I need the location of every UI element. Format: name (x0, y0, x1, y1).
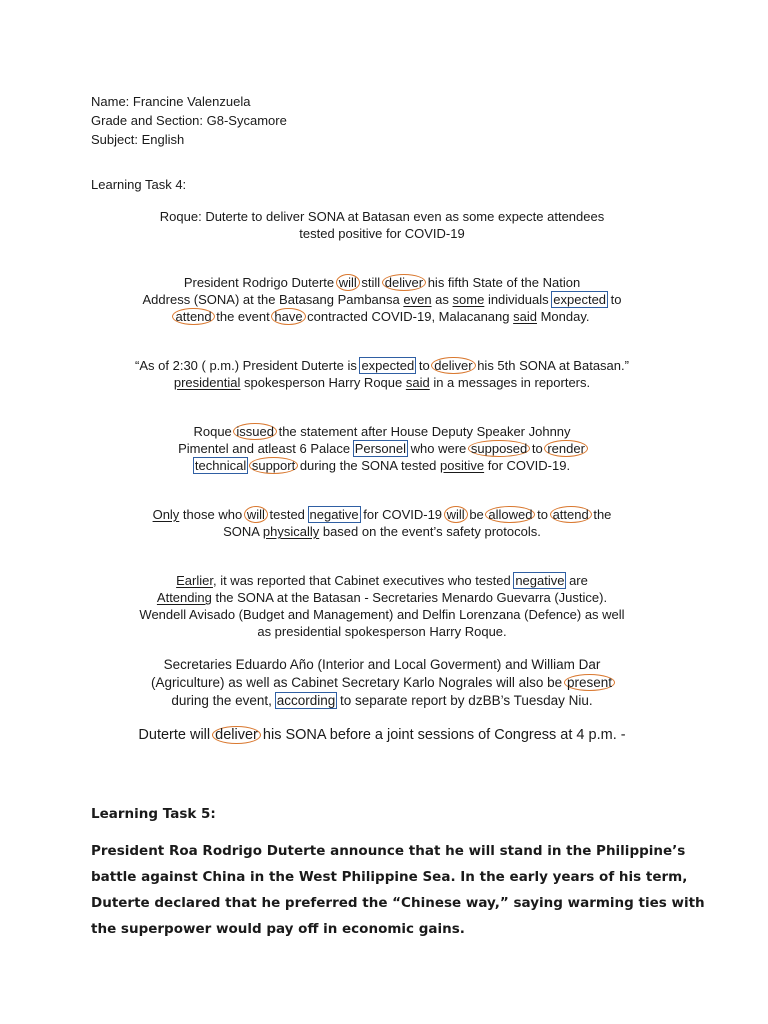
text: contracted COVID-19, Malacanang (303, 309, 514, 324)
text: still (357, 275, 384, 290)
text: to (533, 507, 552, 522)
text: his SONA before a joint sessions of Congress at 4 p.m. - (258, 727, 626, 743)
circled-word: attend (550, 506, 592, 523)
text: be (465, 507, 488, 522)
p5-line-2 (70, 589, 694, 606)
text: the event (212, 309, 274, 324)
paragraph-4 (70, 506, 694, 540)
circled-word: render (544, 440, 588, 457)
text: (Agriculture) as well as Cabinet Secretary Karlo Nograles will also be (151, 675, 566, 690)
boxed-word: technical (194, 458, 247, 473)
text: spokesperson Harry Roque (240, 375, 406, 390)
paragraph-3 (70, 423, 694, 474)
text: tested (265, 507, 309, 522)
p4-line-1 (70, 506, 694, 523)
boxed-word: expected (361, 358, 415, 373)
text: , it was reported that Cabinet executives who tested (212, 573, 515, 588)
text: based on the event’s safety protocols. (319, 524, 541, 539)
text: to (528, 441, 547, 456)
p6-line-1: Secretaries Eduardo Año (Interior and Local Goverment) and William Dar (163, 657, 601, 672)
paragraph-1 (70, 274, 694, 325)
circled-word: will (244, 506, 268, 523)
student-info (91, 92, 287, 149)
text: “As of 2:30 ( p.m.) President Duterte is (135, 358, 361, 373)
p5-line-1 (70, 572, 694, 589)
paragraph-7 (70, 727, 694, 744)
paragraph-6 (70, 656, 694, 710)
text: Pimentel and atleast 6 Palace (178, 441, 354, 456)
circled-word: have (271, 308, 305, 325)
p3-line-1 (70, 423, 694, 440)
paragraph-5 (70, 572, 694, 640)
boxed-word: negative (515, 573, 565, 588)
circled-word: present (564, 674, 615, 691)
task5-body (91, 838, 705, 942)
article-headline (80, 208, 684, 242)
p6-line-3 (70, 692, 694, 710)
text: to separate report by dzBB’s Tuesday Niu. (336, 693, 593, 708)
p3-line-2 (70, 440, 694, 457)
circled-word: attend (172, 308, 214, 325)
circled-word: deliver (431, 357, 475, 374)
text: to (415, 358, 434, 373)
text: individuals (484, 292, 553, 307)
text: the statement after House Deputy Speaker Johnny (274, 424, 571, 439)
text: SONA (223, 524, 263, 539)
text: Roque (193, 424, 236, 439)
text: his fifth State of the Nation (424, 275, 581, 290)
p6-line-2 (70, 674, 694, 692)
underlined-word: positive (440, 458, 485, 473)
text: Monday. (536, 309, 590, 324)
underlined-word: even (403, 292, 432, 307)
underlined-word: Only (152, 507, 180, 522)
paragraph-2 (70, 357, 694, 391)
text: his 5th SONA at Batasan.” (473, 358, 629, 373)
p2-line-2 (70, 374, 694, 391)
p4-line-2 (70, 523, 694, 540)
circled-word: support (249, 457, 298, 474)
boxed-word: Personel (354, 441, 406, 456)
text: Duterte will (138, 727, 215, 743)
underlined-word: physically (262, 524, 320, 539)
text: those who (179, 507, 246, 522)
task5-line: battle against China in the West Philippine Sea. In the early years of his term, (91, 869, 688, 885)
p3-line-3 (70, 457, 694, 474)
text: the (589, 507, 612, 522)
underlined-word: some (452, 292, 485, 307)
task5-line: Duterte declared that he preferred the “Chinese way,” saying warming ties with (91, 895, 705, 911)
underlined-word: presidential (173, 375, 241, 390)
text: are (565, 573, 588, 588)
p7-line-1 (70, 727, 694, 744)
text: as (431, 292, 453, 307)
text: for COVID-19. (484, 458, 571, 473)
circled-word: will (336, 274, 360, 291)
task5-line: the superpower would pay off in economic gains. (91, 921, 465, 937)
text: during the SONA tested (296, 458, 441, 473)
headline-line-1: Roque: Duterte to deliver SONA at Batasan even as some expecte attendees (159, 209, 605, 224)
subject: Subject: English (91, 132, 185, 147)
task4-title: Learning Task 4: (91, 177, 187, 192)
boxed-word: expected (553, 292, 607, 307)
circled-word: deliver (382, 274, 426, 291)
circled-word: deliver (212, 726, 261, 744)
task5-title: Learning Task 5: (91, 806, 216, 822)
underlined-word: said (405, 375, 430, 390)
circled-word: allowed (485, 506, 535, 523)
p1-line-3 (70, 308, 694, 325)
p5-line-4: as presidential spokesperson Harry Roque. (257, 624, 507, 639)
text: Address (SONA) at the Batasang Pambansa (142, 292, 404, 307)
text: in a messages in reporters. (429, 375, 591, 390)
student-name: Name: Francine Valenzuela (91, 94, 251, 109)
underlined-word: Earlier (176, 573, 213, 588)
circled-word: issued (233, 423, 277, 440)
underlined-word: said (513, 309, 537, 324)
p1-line-1 (70, 274, 694, 291)
task5-line: President Roa Rodrigo Duterte announce that he will stand in the Philippine’s (91, 843, 686, 859)
boxed-word: according (276, 693, 336, 708)
underlined-word: Attending (156, 590, 212, 605)
text: for COVID-19 (359, 507, 446, 522)
text: the SONA at the Batasan - Secretaries Menardo Guevarra (Justice). (211, 590, 608, 605)
p1-line-2 (70, 291, 694, 308)
p5-line-3: Wendell Avisado (Budget and Management) and Delfin Lorenzana (Defence) as well (139, 607, 625, 622)
p2-line-1 (70, 357, 694, 374)
text: during the event, (171, 693, 276, 708)
circled-word: will (444, 506, 468, 523)
text: to (607, 292, 622, 307)
grade-section: Grade and Section: G8-Sycamore (91, 113, 287, 128)
boxed-word: negative (309, 507, 359, 522)
text: who were (407, 441, 470, 456)
headline-line-2: tested positive for COVID-19 (299, 226, 465, 241)
text: President Rodrigo Duterte (183, 275, 338, 290)
circled-word: supposed (468, 440, 530, 457)
